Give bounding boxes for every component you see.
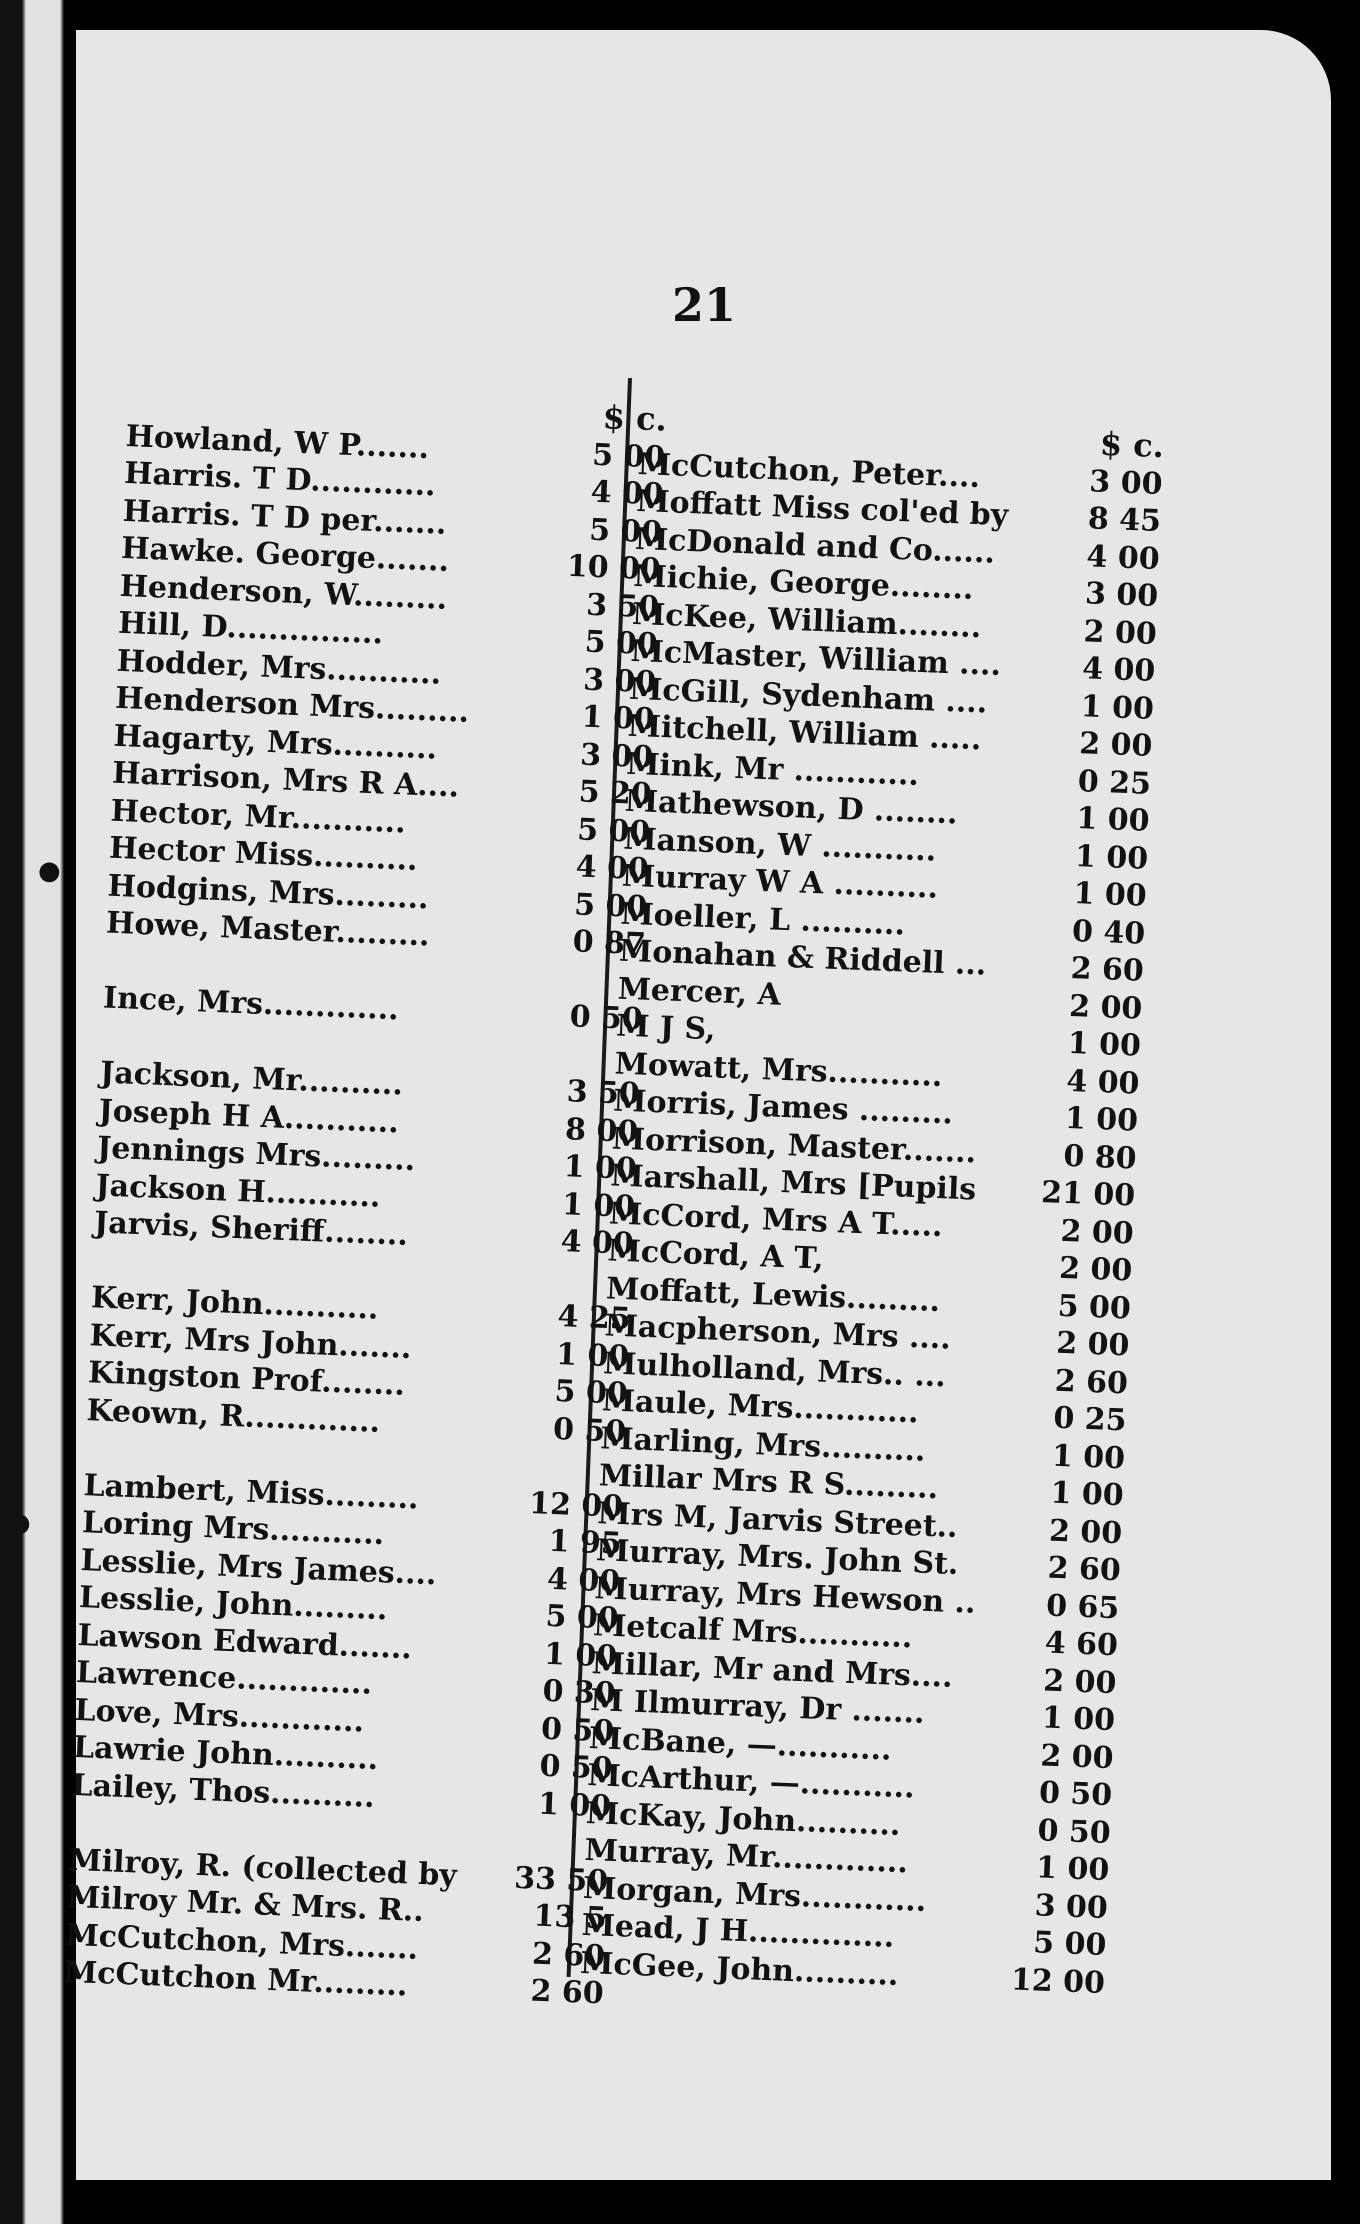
- subscription-amount: 3 00: [1034, 1887, 1109, 1926]
- subscription-amount: 4 00: [1081, 651, 1156, 689]
- subscriber-name: Lawrence.............: [75, 1654, 373, 1702]
- subscriber-name: Maule, Mrs............: [601, 1383, 920, 1431]
- subscription-amount: 1 00: [1051, 1438, 1126, 1476]
- subscriber-name: Harris. T D............: [123, 455, 437, 504]
- subscription-amount: 4 25: [556, 1299, 632, 1337]
- subscription-amount: 2 00: [1042, 1662, 1118, 1701]
- subscription-amount: 4 00: [1085, 538, 1161, 577]
- subscriber-name: Michie, George........: [632, 558, 975, 607]
- subscriber-name: Harris. T D per.......: [122, 493, 448, 542]
- subscription-amount: 10 00: [566, 548, 662, 588]
- subscription-amount: 2 00: [1058, 1250, 1133, 1289]
- subscriber-name: Lailey, Thos..........: [70, 1767, 376, 1815]
- subscription-amount: 0 87: [572, 924, 647, 963]
- subscriber-name: McCord, Mrs A T.....: [608, 1195, 944, 1244]
- subscription-amount: 2 60: [1047, 1550, 1122, 1589]
- subscriber-name: Ince, Mrs.............: [102, 980, 400, 1028]
- subscriber-name: Howland, W P.......: [125, 418, 430, 466]
- subscriber-name: Jarvis, Sheriff........: [93, 1205, 409, 1253]
- subscription-amount: 3 00: [579, 736, 654, 775]
- subscription-amount: 1 00: [563, 1149, 638, 1188]
- subscriber-name: McKee, William........: [631, 596, 982, 645]
- subscription-amount: 1 95: [547, 1523, 623, 1562]
- subscription-amount: 0 50: [1038, 1775, 1113, 1814]
- subscriber-name: Marshall, Mrs [Pupils: [609, 1158, 977, 1208]
- subscriber-name: Moffatt Miss col'ed by: [635, 483, 1009, 534]
- subscription-amount: 4 00: [1065, 1063, 1141, 1102]
- subscription-amount: 5 00: [584, 624, 659, 663]
- currency-header: $ c.: [1099, 424, 1165, 466]
- subscription-amount: 2 00: [1039, 1737, 1115, 1776]
- subscriber-name: Lesslie, John.........: [78, 1580, 389, 1628]
- subscriber-name: M J S,: [615, 1008, 717, 1048]
- subscriber-name: Moeller, L ..........: [619, 896, 906, 943]
- subscription-amount: 4 00: [546, 1561, 621, 1600]
- subscriber-name: McCord, A T,: [606, 1233, 825, 1277]
- subscriber-name: Joseph H A...........: [97, 1092, 400, 1140]
- subscriber-name: McCutchon, Peter....: [637, 446, 981, 495]
- subscription-amount: 33 50: [513, 1860, 609, 1899]
- subscription-amount: 4 00: [559, 1224, 635, 1262]
- subscription-list-right: [580, 408, 1165, 2002]
- subscriber-name: Morgan, Mrs............: [582, 1870, 927, 1919]
- subscriber-name: Marling, Mrs..........: [599, 1420, 927, 1469]
- subscriber-name: McCutchon Mr.........: [63, 1954, 409, 2004]
- subscription-amount: 1 00: [1072, 876, 1148, 914]
- subscriber-name: Murray, Mrs. John St.: [595, 1533, 960, 1583]
- subscriber-name: Keown, R.............: [85, 1392, 381, 1440]
- subscription-amount: 1 00: [555, 1336, 630, 1375]
- subscription-amount: 1 00: [581, 699, 656, 738]
- subscription-amount: 1 00: [1074, 838, 1149, 877]
- subscriber-name: Lawrie John..........: [72, 1729, 379, 1778]
- subscriber-name: McDonald and Co......: [634, 521, 996, 571]
- subscription-amount: 5 00: [573, 886, 648, 925]
- subscription-amount: 0 25: [1077, 763, 1152, 802]
- subscriber-name: Kerr, Mrs John.......: [88, 1317, 413, 1366]
- pin-mark-upper: ●: [38, 856, 61, 886]
- subscription-amount: 0 50: [538, 1748, 614, 1787]
- subscriber-name: Morrison, Master.......: [611, 1120, 977, 1170]
- subscription-amount: 2 60: [1054, 1363, 1129, 1401]
- subscription-amount: 5 00: [544, 1598, 620, 1637]
- subscription-amount: 3 50: [585, 587, 661, 625]
- subscriber-name: McBane, —...........: [588, 1720, 893, 1768]
- subscription-amount: 5 00: [576, 811, 651, 850]
- subscriber-name: Jennings Mrs.........: [96, 1130, 416, 1179]
- subscriber-name: McGill, Sydenham ....: [628, 671, 988, 721]
- subscriber-name: Milroy, R. (collected by: [67, 1842, 458, 1893]
- subscriber-name: Henderson, W.........: [119, 568, 448, 617]
- subscriber-name: Murray W A ..........: [621, 858, 939, 906]
- page-number: 21: [672, 278, 737, 332]
- subscriber-name: McCutchon, Mrs.......: [64, 1917, 419, 1967]
- subscription-amount: 2 60: [529, 1973, 605, 2012]
- subscriber-name: Hodgins, Mrs.........: [106, 868, 430, 916]
- subscription-amount: 1 00: [1080, 688, 1155, 727]
- subscription-amount: 1 00: [561, 1186, 636, 1225]
- subscription-amount: 5 00: [1057, 1288, 1132, 1326]
- subscriber-name: Lesslie, Mrs James....: [79, 1542, 438, 1592]
- subscription-amount: 0 65: [1045, 1587, 1120, 1626]
- subscriber-name: Hawke. George.......: [120, 530, 450, 580]
- subscription-amount: 0 50: [540, 1711, 615, 1750]
- subscription-amount: 0 50: [552, 1411, 627, 1450]
- subscription-amount: 5 00: [553, 1373, 629, 1412]
- subscription-amount: 2 60: [1070, 950, 1145, 989]
- subscription-amount: 0 30: [541, 1673, 617, 1712]
- subscription-amount: 13 5: [532, 1898, 608, 1937]
- subscriber-name: Howe, Master.........: [105, 905, 431, 954]
- subscriber-name: McArthur, —...........: [586, 1758, 916, 1806]
- subscriber-name: Macpherson, Mrs ....: [604, 1308, 952, 1357]
- subscriber-name: Mercer, A: [617, 971, 782, 1013]
- subscription-amount: 3 50: [566, 1074, 641, 1113]
- subscription-amount: 1 00: [1064, 1100, 1139, 1139]
- currency-header: $ c.: [602, 398, 668, 439]
- subscription-amount: 8 45: [1087, 501, 1162, 540]
- subscriber-name: Mulholland, Mrs.. ...: [602, 1345, 947, 1394]
- subscriber-name: Murray, Mr.............: [583, 1832, 909, 1881]
- subscription-amount: 2 00: [1083, 613, 1158, 652]
- subscription-amount: 4 60: [1044, 1625, 1119, 1664]
- subscriber-name: Harrison, Mrs R A....: [111, 755, 460, 805]
- subscriber-name: Loring Mrs...........: [81, 1505, 385, 1553]
- subscriber-name: Millar, Mr and Mrs....: [591, 1645, 954, 1695]
- subscriber-name: Kingston Prof........: [87, 1355, 406, 1403]
- subscriber-name: McKay, John..........: [585, 1795, 902, 1843]
- subscription-amount: 5 00: [588, 512, 664, 551]
- subscriber-name: Kerr, John...........: [90, 1280, 380, 1327]
- subscription-amount: 1 00: [1067, 1025, 1142, 1064]
- subscription-amount: 0 50: [569, 999, 644, 1038]
- subscription-amount: 3 00: [582, 662, 657, 700]
- subscriber-name: Hill, D...............: [117, 605, 384, 652]
- subscription-amount: 12 00: [528, 1485, 624, 1525]
- subscriber-name: Milroy Mr. & Mrs. R..: [66, 1879, 425, 1930]
- subscription-amount: 1 00: [1041, 1700, 1116, 1739]
- subscription-list-left: [63, 380, 667, 2013]
- subscriber-name: Henderson Mrs.........: [114, 680, 470, 730]
- subscriber-name: Hagarty, Mrs..........: [113, 718, 438, 767]
- subscription-amount: 1 00: [537, 1786, 612, 1825]
- binding-edge: [0, 0, 76, 2224]
- subscriber-name: Murray, Mrs Hewson ..: [593, 1570, 977, 1621]
- subscription-amount: 5 00: [1032, 1925, 1107, 1964]
- subscriber-name: Mead, J H..............: [581, 1907, 895, 1955]
- subscription-amount: 5 00: [591, 437, 667, 476]
- subscription-amount: 0 40: [1071, 913, 1146, 952]
- subscriber-name: Mowatt, Mrs...........: [614, 1046, 944, 1094]
- subscriber-name: Metcalf Mrs...........: [592, 1608, 914, 1656]
- subscriber-name: Manson, W ...........: [622, 821, 937, 869]
- subscription-amount: 4 00: [590, 474, 665, 513]
- subscriber-name: Mrs M, Jarvis Street..: [596, 1495, 959, 1545]
- subscriber-name: Mathewson, D ........: [624, 783, 959, 832]
- subscriber-name: McMaster, William ....: [629, 633, 1002, 684]
- subscription-amount: 21 00: [1040, 1174, 1136, 1214]
- subscription-amount: 2 00: [1055, 1325, 1131, 1364]
- subscription-amount: 12 00: [1010, 1961, 1106, 2001]
- subscriber-name: Millar Mrs R S.........: [598, 1458, 939, 1507]
- subscriber-name: Hector Miss..........: [108, 830, 419, 878]
- subscription-amount: 0 25: [1052, 1400, 1128, 1439]
- subscriber-name: Monahan & Riddell ...: [618, 933, 987, 983]
- subscriber-name: Jackson, Mr..........: [99, 1055, 404, 1103]
- subscription-amount: 1 00: [1075, 801, 1151, 839]
- subscriber-name: Morris, James .........: [612, 1083, 954, 1132]
- subscriber-name: Mitchell, William .....: [627, 708, 983, 758]
- subscriber-name: Love, Mrs............: [73, 1692, 365, 1740]
- subscription-amount: 1 00: [1035, 1850, 1110, 1889]
- subscription-amount: 1 00: [1049, 1475, 1125, 1514]
- subscriber-name: Jackson H...........: [94, 1167, 382, 1215]
- subscription-amount: 0 50: [1036, 1812, 1112, 1851]
- subscription-amount: 0 80: [1062, 1138, 1138, 1177]
- subscription-amount: 2 00: [1048, 1513, 1123, 1551]
- subscriber-name: M Ilmurray, Dr .......: [589, 1683, 926, 1731]
- subscriber-name: Hodder, Mrs...........: [116, 643, 442, 692]
- subscriber-name: Hector, Mr...........: [110, 793, 407, 840]
- subscriber-name: Moffatt, Lewis.........: [605, 1270, 941, 1319]
- subscriber-name: Lawson Edward.......: [76, 1617, 413, 1666]
- pin-mark-lower: ●: [8, 1508, 31, 1538]
- subscription-amount: 4 00: [575, 849, 650, 888]
- subscription-amount: 2 00: [1068, 988, 1143, 1027]
- subscription-amount: 1 00: [543, 1636, 618, 1675]
- subscription-amount: 3 00: [1088, 463, 1164, 502]
- subscriber-name: McGee, John..........: [579, 1945, 900, 1993]
- subscription-amount: 8 00: [564, 1111, 639, 1150]
- subscriber-name: Mink, Mr ............: [625, 746, 920, 793]
- subscription-amount: 2 00: [1059, 1213, 1135, 1252]
- subscription-amount: 5 20: [578, 774, 653, 813]
- subscription-amount: 2 00: [1078, 726, 1154, 764]
- subscription-amount: 2 60: [531, 1935, 606, 1974]
- subscription-amount: 3 00: [1084, 576, 1159, 615]
- subscriber-name: Lambert, Miss.........: [82, 1467, 420, 1517]
